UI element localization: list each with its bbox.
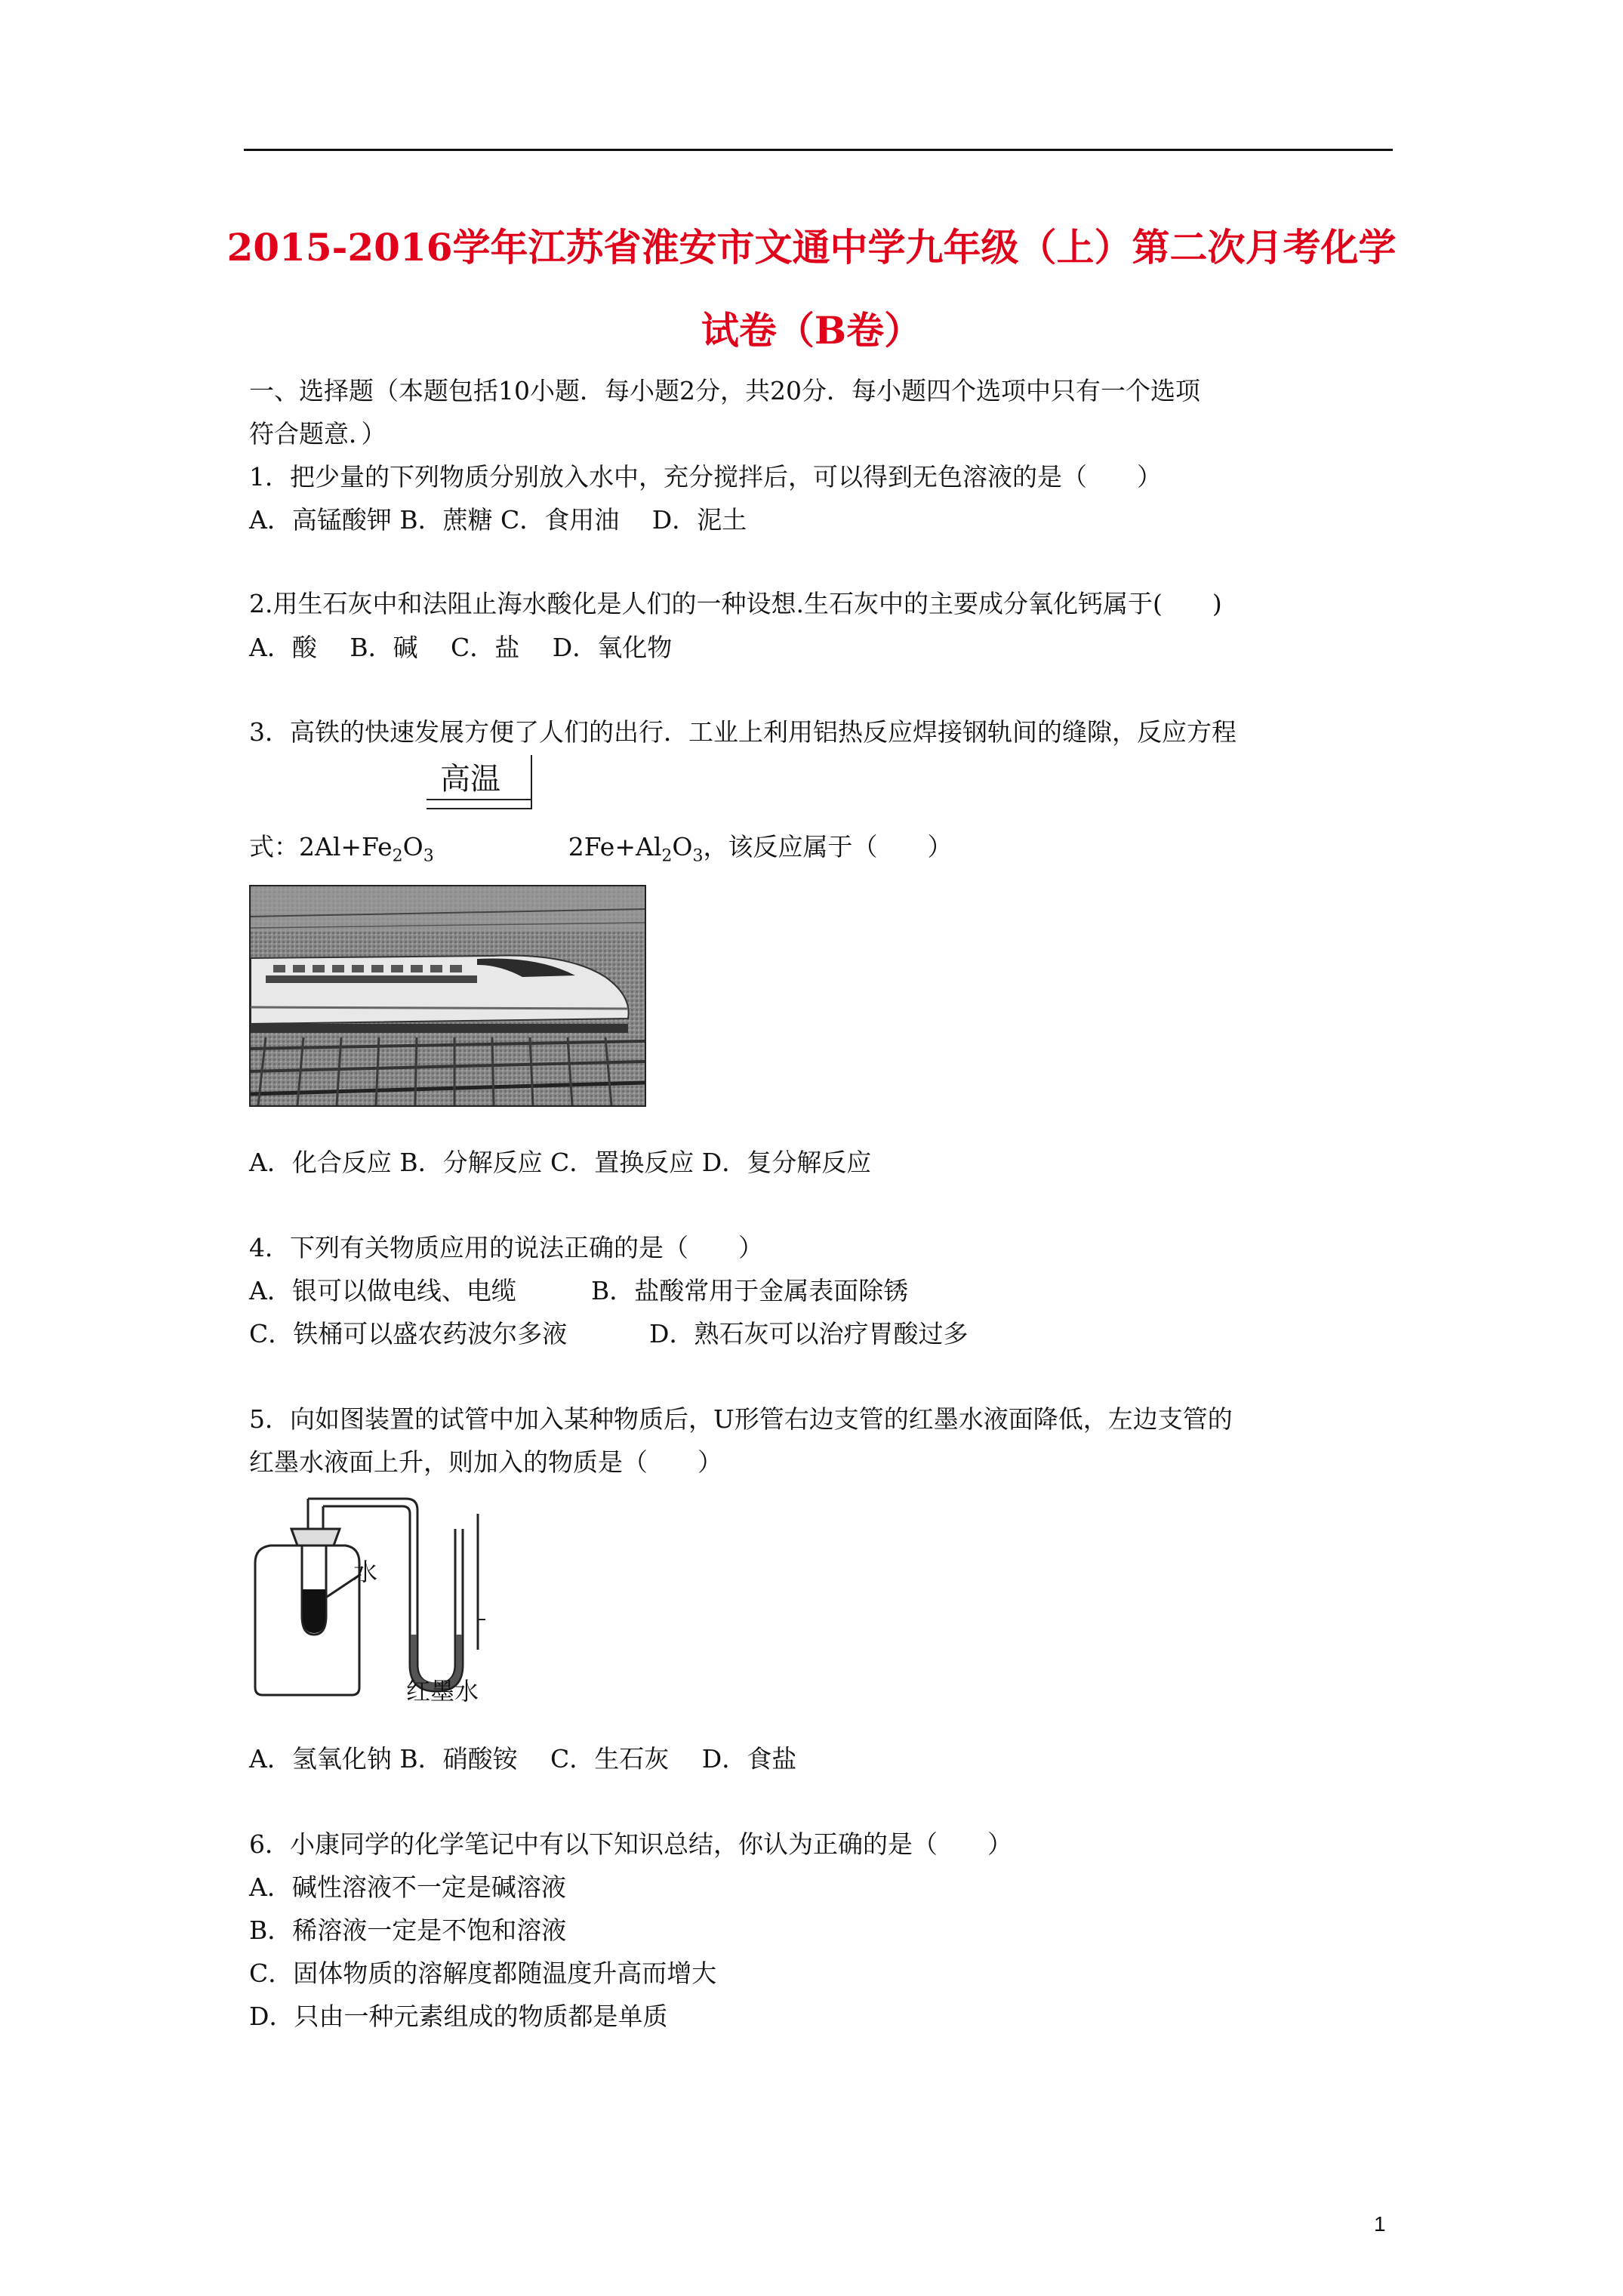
q4-stem: 4．下列有关物质应用的说法正确的是（ ） xyxy=(249,1233,763,1262)
q4-option-b: B．盐酸常用于金属表面除锈 xyxy=(591,1276,909,1305)
sub-o2: 3 xyxy=(692,846,704,866)
section-heading-line-1: 一、选择题（本题包括10小题．每小题2分，共20分．每小题四个选项中只有一个选项 xyxy=(249,376,1200,405)
q3-equation xyxy=(249,832,952,867)
apparatus-diagram xyxy=(248,1484,494,1704)
equation-products: 2Fe+Al xyxy=(568,832,662,861)
equation-o2: O xyxy=(672,832,693,861)
q4-option-c: C．铁桶可以盛农药波尔多液 xyxy=(249,1319,568,1348)
water-label: 水 xyxy=(353,1558,378,1586)
section-heading-line-2: 符合题意．） xyxy=(249,419,387,448)
q1-options: A．高锰酸钾 B．蔗糖 C．食用油 D．泥土 xyxy=(249,505,747,535)
q2-options: A．酸 B．碱 C．盐 D．氧化物 xyxy=(249,633,673,662)
q3-suffix: ，该反应属于（ ） xyxy=(703,832,953,861)
red-ink-label: 红墨水 xyxy=(406,1677,479,1706)
apparatus-drawing xyxy=(248,1484,494,1704)
page-number: 1 xyxy=(1374,2212,1386,2236)
q4-option-a: A．银可以做电线、电缆 xyxy=(249,1276,516,1305)
q4-option-d: D．熟石灰可以治疗胃酸过多 xyxy=(649,1319,969,1348)
q5-options: A．氢氧化钠 B．硝酸铵 C．生石灰 D．食盐 xyxy=(249,1744,797,1774)
equation-reactants: 式：2Al+Fe xyxy=(249,832,393,861)
q3-stem: 3．高铁的快速发展方便了人们的出行．工业上利用铝热反应焊接钢轨间的缝隙，反应方程 xyxy=(249,717,1236,747)
q3-options: A．化合反应 B．分解反应 C．置换反应 D．复分解反应 xyxy=(249,1148,872,1177)
q6-option-c: C．固体物质的溶解度都随温度升高而增大 xyxy=(249,1959,717,1988)
train-photo xyxy=(249,885,646,1107)
q6-stem: 6．小康同学的化学笔记中有以下知识总结，你认为正确的是（ ） xyxy=(249,1829,1012,1859)
train-illustration xyxy=(251,886,645,1105)
q6-option-b: B．稀溶液一定是不饱和溶液 xyxy=(249,1915,567,1945)
equation-o: O xyxy=(402,832,423,861)
reaction-condition-box xyxy=(427,755,532,829)
q6-option-d: D．只由一种元素组成的物质都是单质 xyxy=(249,2002,668,2031)
sub-fe: 2 xyxy=(392,846,403,866)
title-line-1: 2015-2016学年江苏省淮安市文通中学九年级（上）第二次月考化学 xyxy=(226,225,1397,270)
q6-option-a: A．碱性溶液不一定是碱溶液 xyxy=(249,1872,566,1902)
top-rule xyxy=(244,149,1393,151)
sub-o1: 3 xyxy=(423,846,434,866)
title-line-2: 试卷（B卷） xyxy=(701,308,922,353)
q5-stem-line-2: 红墨水液面上升，则加入的物质是（ ） xyxy=(249,1447,722,1477)
q5-stem-line-1: 5．向如图装置的试管中加入某种物质后，U形管右边支管的红墨水液面降低，左边支管的 xyxy=(249,1404,1233,1434)
q2-stem: 2.用生石灰中和法阻止海水酸化是人们的一种设想.生石灰中的主要成分氧化钙属于( ) xyxy=(249,589,1222,618)
reaction-condition-label: 高温 xyxy=(440,762,500,797)
q1-stem: 1．把少量的下列物质分别放入水中，充分搅拌后，可以得到无色溶液的是（ ） xyxy=(249,462,1162,492)
sub-al: 2 xyxy=(661,846,673,866)
